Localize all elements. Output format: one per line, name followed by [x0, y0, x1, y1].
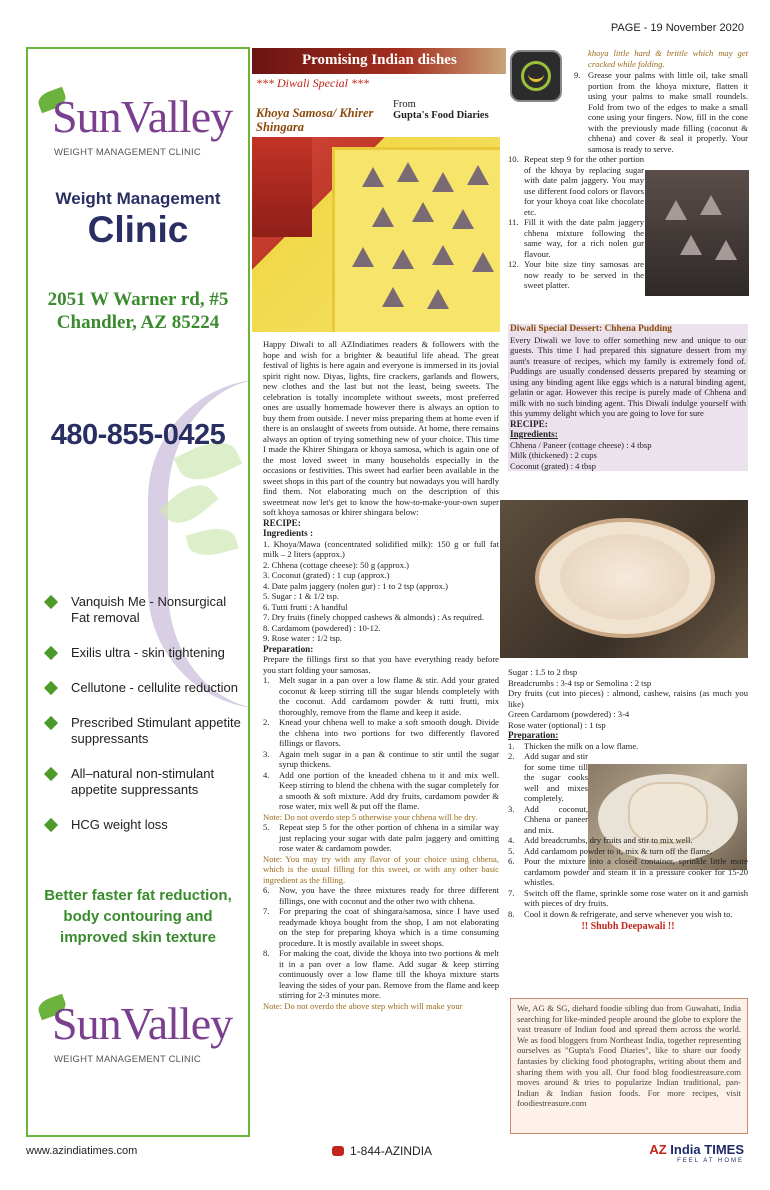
- list-item: 5. Sugar : 1 & 1/2 tsp.: [263, 591, 339, 601]
- footer-phone[interactable]: 1-844-AZINDIA: [332, 1144, 432, 1158]
- list-item: 4. Add breadcrumbs, dry fruits and stir to mix well.: [508, 835, 693, 845]
- logo-subtitle: WEIGHT MANAGEMENT CLINIC: [54, 147, 201, 158]
- site-link[interactable]: www.azindiatimes.com: [26, 1145, 138, 1157]
- ad-services-list: [42, 594, 242, 852]
- list-item: 6. Tutti frutti : A handful: [263, 601, 348, 612]
- steps-9-12: [508, 70, 748, 291]
- list-item: Coconut (grated) : 4 tbsp: [510, 460, 596, 471]
- dessert-section: [508, 324, 748, 471]
- dessert-steps: [508, 741, 748, 920]
- list-item: 6. Pour the mixture into a closed container, sprinkle little more cardamom powder and steam it in a pressure cooker for 15-20 whistles.: [508, 856, 748, 887]
- logo-word: Valley: [120, 998, 233, 1049]
- list-item: All–natural non-stimulant appetite suppressants: [42, 766, 242, 798]
- phone-icon: [332, 1146, 344, 1156]
- page-footer: [0, 1140, 770, 1190]
- azindiatimes-logo: AZ India TIMES: [649, 1142, 744, 1157]
- section-title: Promising Indian dishes: [302, 52, 457, 68]
- list-item: Dry fruits (cut into pieces) : almond, cashew, raisins (as much you like): [508, 688, 748, 709]
- ad-title-small: Weight Management: [55, 189, 221, 208]
- list-item: 1. Melt sugar in a pan over a low flame & stir. Add your grated coconut & keep stirring till the sugar blends completely with the coconut. Add cardamom powder & tutti frutti, mix thoroughly, remove from the flame and keep it aside.: [263, 675, 499, 717]
- list-item: Breadcrumbs : 3-4 tsp or Semolina : 2 tsp: [508, 677, 652, 688]
- list-item: Sugar : 1.5 to 2 tbsp: [508, 667, 578, 677]
- list-item: 5. Repeat step 5 for the other portion of chhena in a similar way just replacing your sugar with date palm jaggery and omitting rose water & cardamom powder.: [263, 822, 499, 853]
- list-item: 11. Fill it with the date palm jaggery chhena mixture following the same way, for a rich nolen gur flavour.: [508, 217, 644, 259]
- sunvalley-logo: [36, 87, 242, 163]
- list-item: 1. Thicken the milk on a low flame.: [508, 740, 639, 751]
- ingredients-heading: Ingredients:: [510, 429, 558, 439]
- dessert-continued: [508, 667, 748, 933]
- ad-phone[interactable]: 480-855-0425: [50, 419, 226, 451]
- ingredients-heading: Ingredients :: [263, 528, 314, 538]
- list-item: 3. Add coconut, Chhena or paneer and mix.: [508, 803, 588, 835]
- list-item: 9. Grease your palms with little oil, take small portion from the khoya mixture, flatten it using your palms to make small roundels. Fold from two of the edges to make a small cone using your fingers. Now, fill in the cone with the previously made filling (coconut & chhena) and cover & seal it properly. Your samosa is ready to serve.: [574, 70, 748, 154]
- section-banner: [252, 48, 506, 74]
- diwali-special-label: *** Diwali Special ***: [256, 76, 369, 90]
- ad-tagline: Better faster fat reduction, body contouring and improved skin texture: [44, 887, 232, 946]
- byline: From Gupta's Food Diaries: [393, 99, 489, 121]
- list-item: Rose water (optional) : 1 tsp: [508, 719, 606, 730]
- logo-subtitle: WEIGHT MANAGEMENT CLINIC: [54, 1054, 201, 1065]
- ad-address-line: Chandler, AZ 85224: [56, 312, 220, 333]
- list-item: 7. Dry fruits (finely chopped cashews & almonds) : As required.: [263, 612, 484, 622]
- note: Note: You may try with any flavor of your choice using chhena, which is the usual filling for this sweet, or with any other basic ingredient as the filling.: [263, 853, 499, 885]
- list-item: 3. Coconut (grated) : 1 cup (approx.): [263, 570, 390, 580]
- note: Note: Do not overdo the above step which will make your: [263, 1000, 463, 1011]
- dessert-title: Diwali Special Dessert: Chhena Pudding: [510, 324, 672, 334]
- list-item: Vanquish Me - Nonsurgical Fat removal: [42, 594, 242, 626]
- list-item: Prescribed Stimulant appetite suppressants: [42, 715, 242, 747]
- ad-title-big: Clinic: [87, 209, 189, 250]
- list-item: Cellutone - cellulite reduction: [42, 680, 242, 696]
- page-header: [0, 0, 770, 44]
- logo-word: Sun: [52, 91, 121, 142]
- list-item: Exilis ultra - skin tightening: [42, 645, 242, 661]
- preparation-steps: [263, 675, 499, 812]
- list-item: Milk (thickened) : 2 cups: [510, 450, 597, 460]
- page-date: PAGE - 19 November 2020: [610, 22, 744, 34]
- list-item: 4. Add one portion of the kneaded chhena to it and mix well. Keep stirring to blend the chhena with the sugar completely for a smooth & soft mixture. Add dry fruits, cardamom powder & rose water, mix well & put off the flame.: [263, 769, 499, 811]
- dish-title: Khoya Samosa/ Khirer Shingara: [256, 106, 374, 134]
- logo-word: Valley: [120, 91, 233, 142]
- article-intro: Happy Diwali to all AZIndiatimes readers & followers with the hope and wish for a brighter & beautiful life ahead. The great festival of lights is here again and everyone is immersed in its jovial spirit right now. Diyas, lights, fire crackers, garlands and flowers, new clothes and the last but not the least, being sweets. The celebration is totally incomplete without sweets, most preferred ones are usually homemade however there is always an option to buy them from outside. I never miss preparing them at home even if there is an onslaught of sweets from outside. At home, there remains always an option of trying something new of your choice. This time I made the Khirer Shingara or khoya samosa, which is again one of the most loved sweet in many households especially in the occasions or festivities. This sweet had earlier been available in the sweet shops in this part of the country but nowadays you will hardly find them. Not elaborating much on the description of this sweetmeat now let's get to know the how-to-make-your-own super soft khoya samosas or khirer shingara below:: [263, 339, 499, 517]
- list-item: HCG weight loss: [42, 817, 242, 833]
- list-item: 5. Add cardamom powder to it, mix & turn off the flame.: [508, 845, 712, 856]
- list-item: 9. Rose water : 1/2 tsp.: [263, 633, 343, 643]
- diamond-bullet-icon: [44, 818, 58, 832]
- list-item: 7. For preparing the coat of shingara/samosa, since I have used readymade khoya bought from the shop, I am not elaborating on the step for preparing khoya which is a time consuming procedure. It is mostly available in sweet shops.: [263, 906, 499, 948]
- ad-address-line: 2051 W Warner rd, #5: [47, 289, 229, 310]
- list-item: 8. Cool it down & refrigerate, and serve whenever you wish to.: [508, 908, 733, 919]
- article-continuation: khoya little hard & brittle which may get cracked while folding.: [588, 48, 748, 69]
- list-item: 12. Your bite size tiny samosas are now ready to be served in the sweet platter.: [508, 259, 644, 290]
- list-item: 4. Date palm jaggery (nolen gur) : 1 to 2 tsp (approx.): [263, 580, 448, 591]
- list-item: 2. Chhena (cottage cheese): 50 g (approx.): [263, 559, 410, 570]
- diamond-bullet-icon: [44, 646, 58, 660]
- diamond-bullet-icon: [44, 681, 58, 695]
- list-item: 7. Switch off the flame, sprinkle some rose water on it and garnish with pieces of dry fruits.: [508, 887, 748, 908]
- preparation-heading: Preparation:: [508, 730, 559, 740]
- note: Note: Do not overdo step 5 otherwise your chhena will be dry.: [263, 811, 478, 822]
- list-item: 2. Knead your chhena well to make a soft smooth dough. Divide the chhena into two portions for two differently flavored fillings or flavors.: [263, 717, 499, 748]
- list-item: 6. Now, you have the three mixtures ready for three different fillings, one with coconut and the other two with chhena.: [263, 885, 499, 906]
- list-item: 2. Add sugar and stir for some time till the sugar cooks well and mixes completely.: [508, 751, 588, 803]
- khoya-samosa-photo: [252, 137, 500, 332]
- article-body: Happy Diwali to all AZIndiatimes readers & followers with the hope and wish for a brighter & beautiful life ahead. The great festival of lights is here again and everyone is immersed in its jovial spirit right now. Diyas, lights, fire crackers, garlands and flowers, new clothes and the last but not the least, being sweets. The celebration is totally incomplete without sweets, most preferred ones are usually homemade however there is always an option to buy them from outside. I never miss preparing them at home even if there is an onslaught of sweets from outside. At home, there remains always an option of trying something new of your choice. This time I made the Khirer Shingara or khoya samosa, which is again one of the most loved sweet in many households especially in the occasions or festivities. This sweet had earlier been available in the sweet shops in this part of the country but nowadays you will hardly find them. Not elaborating much on the description of this sweetmeat now let's get to know the how-to-make-your-own super soft khoya samosas or khirer shingara below: RECIPE: Ingredients : 1. Khoya/Mawa (concentrated solidified milk): 150 g or full fat milk – 2 liters (approx.) 2. Chhena (cottage cheese): 50 g (approx.) 3. Coconut (grated) : 1 cup (approx.) 4. Date palm jaggery (nolen gur) : 1 to 2 tsp (approx.) 5. Sugar : 1 & 1/2 tsp. 6. Tutti frutti : A handful 7. Dry fruits (finely chopped cashews & almonds) : As required. 8. Cardamom (powdered) : 10-12. 9. Rose water : 1/2 tsp. Preparation: Prepare the fillings first so that you have everything ready before you start folding your samosas. 1. Melt sugar in a pan over a low flame & stir. Add your grated coconut & keep stirring till the sugar blends completely with the coconut. Add cardamom powder & tutti frutti, mix thoroughly, remove from the flame and keep it aside. 2. Knead your chhena well to make a soft smooth dough. Divide the chhena into two portions for two differently flavored fillings or flavors. 3. Again melt sugar in a pan & continue to stir until the sugar syrup thickens. 4. Add one portion of the kneaded chhena to it and mix well. Keep stirring to blend the chhena with the sugar completely for a smooth & soft mixture. Add dry fruits, cardamom powder & rose water, mix well & put off the flame. Note: Do not overdo step 5 otherwise your chhena will be dry. 5. Repeat step 5 for the other portion of chhena in a similar way just replacing your sugar with date palm jaggery and omitting rose water & cardamom powder. Note: You may try with any flavor of your choice using chhena, which is the usual filling for this sweet, or with any other basic ingredient as the filling. 6. Now, you have the three mixtures ready for three different fillings, one with coconut and the other two with chhena. 7. For preparing the coat of shingara/samosa, since I have used readymade khoya bought from the shop, I am not elaborating on the step for preparing khoya which is a time consuming procedure. It is mostly available in sweet shops. 8. For making the coat, divide the khoya into two portions & melt it in a pan over a low flame. Add sugar & keep stirring continuously over a low flame till the khoya mixture starts leaving the sides of your pan. Remove from the flame and keep stirring for 2-3 minutes more. Note: Do not overdo the above step which will make your: [263, 339, 499, 1011]
- logo-word: Sun: [52, 998, 121, 1049]
- list-item: 10. Repeat step 9 for the other portion of the khoya by replacing sugar with date palm jaggery. You may use different food colors or flavors for your khoya coat like chocolate etc.: [508, 154, 644, 217]
- chhena-pudding-photo: [500, 500, 748, 658]
- sunvalley-logo: [36, 994, 242, 1070]
- diamond-bullet-icon: [44, 595, 58, 609]
- diwali-greeting: !! Shubh Deepawali !!: [581, 921, 675, 932]
- list-item: 3. Again melt sugar in a pan & continue to stir until the sugar syrup thickens.: [263, 748, 499, 769]
- preparation-heading: Preparation:: [263, 643, 314, 654]
- recipe-heading: RECIPE:: [510, 418, 548, 429]
- sunvalley-ad[interactable]: [26, 47, 250, 1137]
- list-item: Green Cardamom (powdered) : 3-4: [508, 709, 630, 719]
- diamond-bullet-icon: [44, 767, 58, 781]
- dessert-intro: Every Diwali we love to offer something new and unique to our guests. This time I had prepared this signature dessert from my aunt's treasure of recipes, which my family is extremely fond of. Puddings are usually condensed desserts prepared by steaming or using any binding agent like eggs which is a natural binding agent, gelatin or agar. However this recipe is purely made of Chhena and milk with no such binding agent. This Diwali indulge yourself with this yummy delight which you are going to love for sure: [510, 334, 746, 418]
- logo-tagline: FEEL AT HOME: [677, 1158, 744, 1164]
- diamond-bullet-icon: [44, 716, 58, 730]
- list-item: 8. For making the coat, divide the khoya into two portions & melt it in a pan over a low flame. Add sugar & keep stirring continuously over a low flame till the khoya mixture starts leaving the sides of your pan. Remove from the flame and keep stirring for 2-3 minutes more.: [263, 948, 499, 1000]
- list-item: 8. Cardamom (powdered) : 10-12.: [263, 622, 381, 633]
- recipe-heading: RECIPE:: [263, 517, 301, 528]
- list-item: 1. Khoya/Mawa (concentrated solidified milk): 150 g or full fat milk – 2 liters (approx.): [263, 538, 499, 559]
- author-blurb: We, AG & SG, diehard foodie sibling duo from Guwahati, India searching for like-minded people around the globe to explore the vast treasure of Indian food and spread them across the world. We as food bloggers from Northeast India, together representing ourselves as "Gupta's Food Diaries", like to share our foody fantasies by clicking food photographs, writing about them and sharing them with you all. Our food blog foodiestreasure.com moves around & tries to popularize Indian traditional, pan-Indian & Indian fusion foods. For more recipes, visit foodiestreasure.com: [510, 998, 748, 1134]
- list-item: Chhena / Paneer (cottage cheese) : 4 tbsp: [510, 439, 652, 450]
